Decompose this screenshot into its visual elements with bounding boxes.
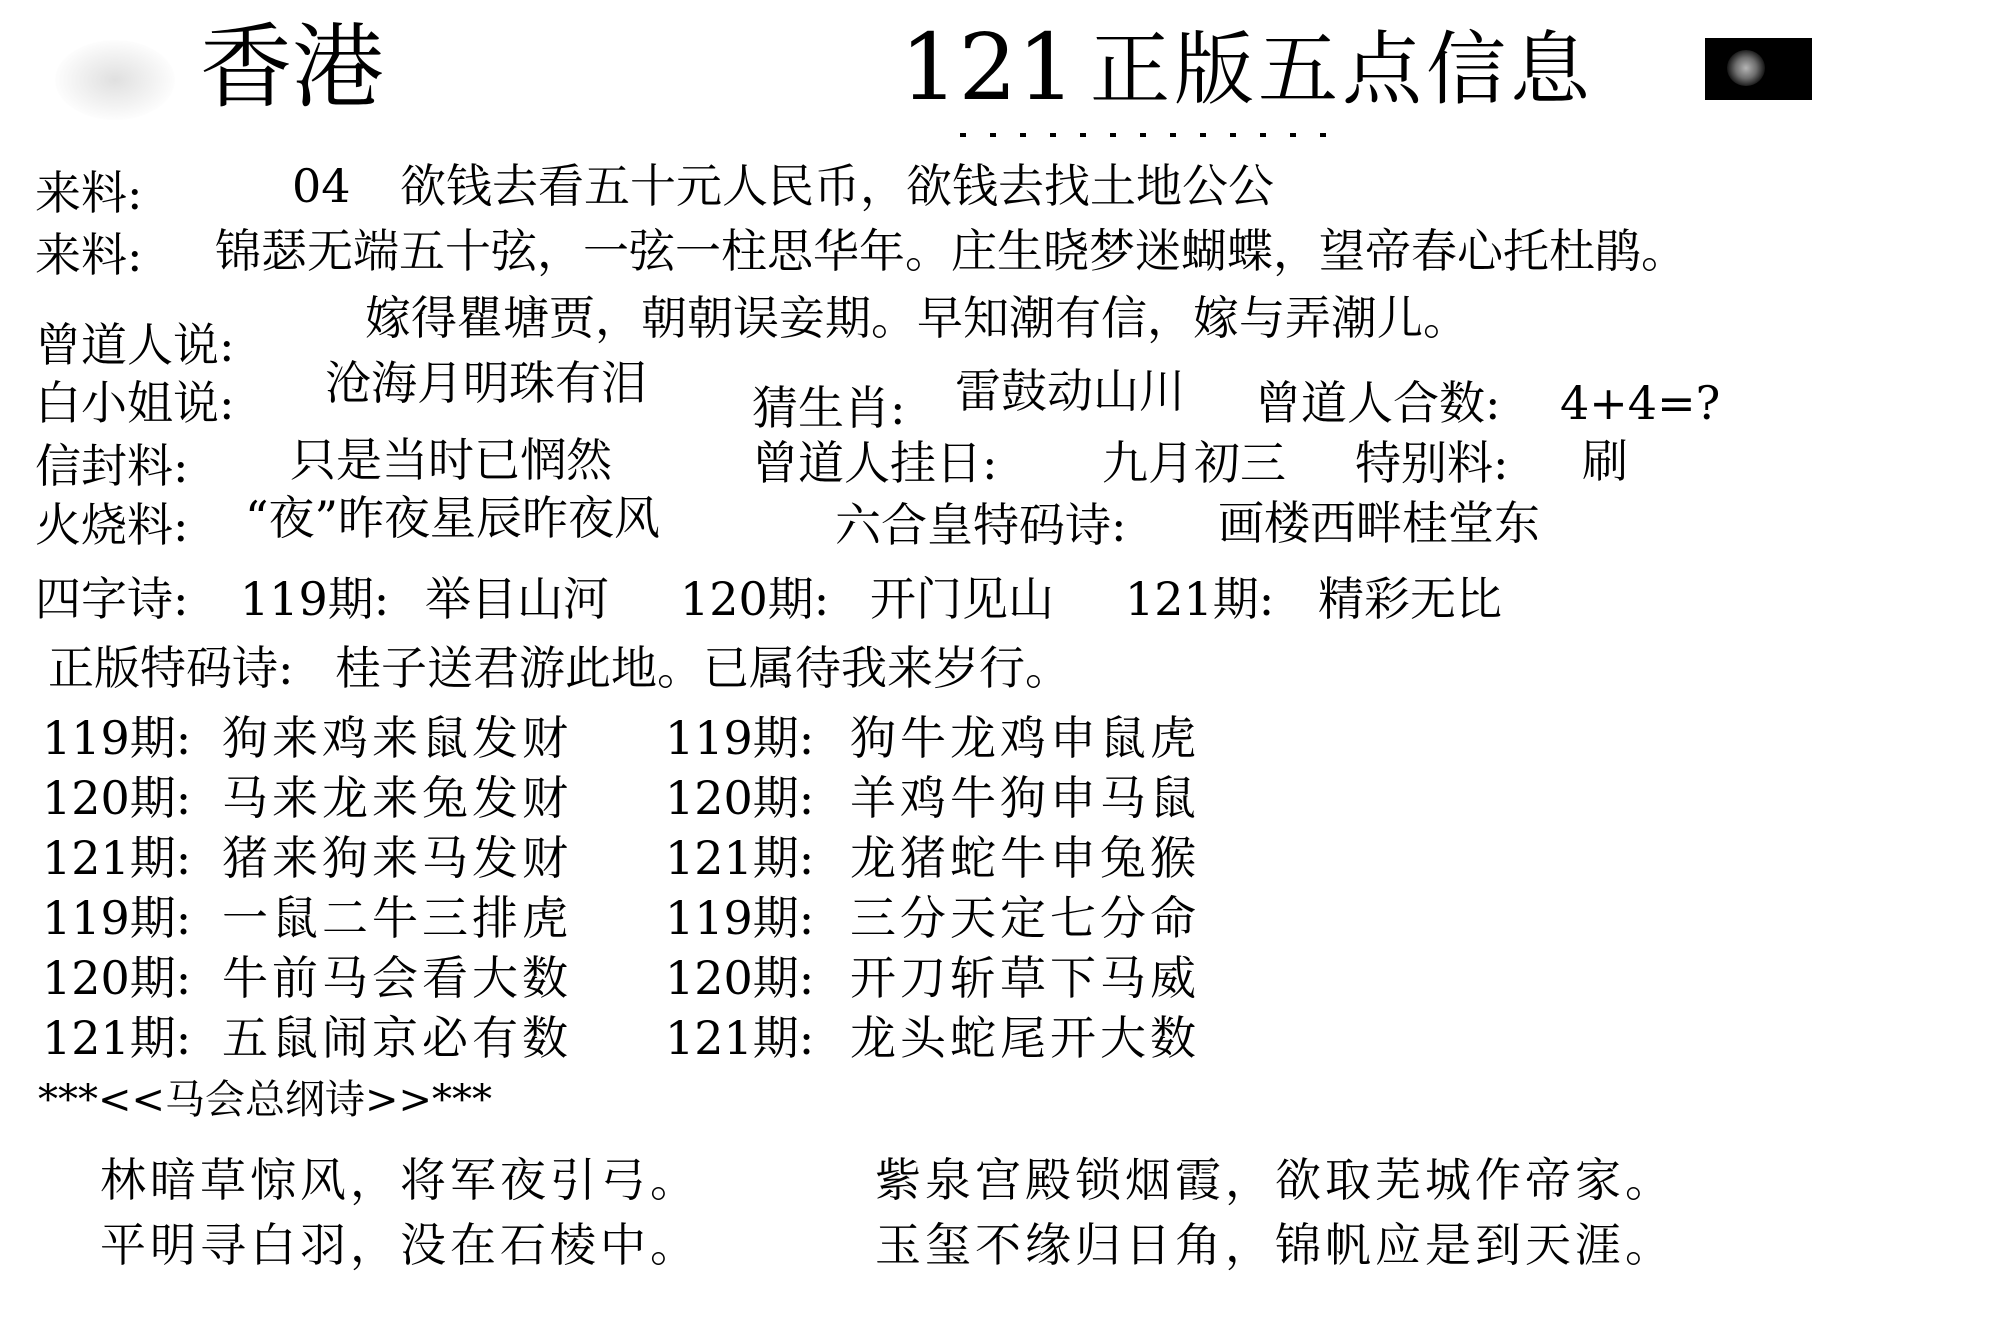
period-row-3-value-b: 龙猪蛇牛申兔猴 bbox=[850, 831, 1200, 885]
row6-label: 火烧料: bbox=[35, 498, 189, 552]
poem-line-2a: 平明寻白羽，没在石棱中。 bbox=[100, 1218, 700, 1272]
period-row-3-value-a: 猪来狗来马发财 bbox=[222, 831, 572, 885]
period-row-1-label-b: 119期: bbox=[665, 711, 815, 765]
row7-value3: 精彩无比 bbox=[1318, 572, 1502, 626]
period-row-5-label-a: 120期: bbox=[42, 951, 192, 1005]
period-row-1-value-b: 狗牛龙鸡申鼠虎 bbox=[850, 711, 1200, 765]
row1-text: 欲钱去看五十元人民币，欲钱去找土地公公 bbox=[400, 159, 1274, 213]
row6-text2: 画楼西畔桂堂东 bbox=[1218, 496, 1540, 550]
row3-text: 嫁得瞿塘贾，朝朝误妾期。早知潮有信，嫁与弄潮儿。 bbox=[365, 291, 1469, 345]
period-row-4-value-a: 一鼠二牛三排虎 bbox=[222, 891, 572, 945]
row4-label: 白小姐说: bbox=[35, 376, 235, 430]
poem-heading: ***<<马会总纲诗>>*** bbox=[38, 1077, 493, 1123]
row4-label3: 曾道人合数: bbox=[1255, 376, 1501, 430]
poem-line-1b: 紫泉宫殿锁烟霞，欲取芜城作帝家。 bbox=[875, 1153, 1675, 1207]
period-row-2-label-a: 120期: bbox=[42, 771, 192, 825]
row5-label: 信封料: bbox=[35, 439, 189, 493]
period-row-6-label-b: 121期: bbox=[665, 1011, 815, 1065]
header-issue: 121 bbox=[900, 14, 1076, 121]
row1-number: 04 bbox=[292, 159, 351, 213]
period-row-2-value-b: 羊鸡牛狗申马鼠 bbox=[850, 771, 1200, 825]
row5-text3: 刷 bbox=[1582, 434, 1628, 488]
period-row-1-value-a: 狗来鸡来鼠发财 bbox=[222, 711, 572, 765]
stamp-spot bbox=[1727, 50, 1765, 86]
period-row-4-value-b: 三分天定七分命 bbox=[850, 891, 1200, 945]
row6-label2: 六合皇特码诗: bbox=[835, 498, 1127, 552]
row5-text2: 九月初三 bbox=[1102, 436, 1286, 490]
row1-label: 来料: bbox=[35, 166, 143, 220]
header-place: 香港 bbox=[200, 14, 385, 121]
dotted-divider bbox=[960, 133, 1340, 137]
row7-period1: 119期: bbox=[240, 572, 390, 626]
period-row-5-value-a: 牛前马会看大数 bbox=[222, 951, 572, 1005]
period-row-5-value-b: 开刀斩草下马威 bbox=[850, 951, 1200, 1005]
row7-period2: 120期: bbox=[680, 572, 830, 626]
period-row-4-label-a: 119期: bbox=[42, 891, 192, 945]
row6-text: “夜”昨夜星辰昨夜风 bbox=[245, 491, 661, 545]
logo-image bbox=[55, 40, 175, 120]
row2-label: 来料: bbox=[35, 228, 143, 282]
period-row-4-label-b: 119期: bbox=[665, 891, 815, 945]
row2-text: 锦瑟无端五十弦，一弦一柱思华年。庄生晓梦迷蝴蝶，望帝春心托杜鹃。 bbox=[215, 224, 1687, 278]
row4-text2: 雷鼓动山川 bbox=[955, 364, 1185, 418]
period-row-3-label-b: 121期: bbox=[665, 831, 815, 885]
row4-text: 沧海月明珠有泪 bbox=[325, 356, 647, 410]
row7-period3: 121期: bbox=[1125, 572, 1275, 626]
row7-value2: 开门见山 bbox=[870, 572, 1054, 626]
period-row-1-label-a: 119期: bbox=[42, 711, 192, 765]
period-row-6-value-b: 龙头蛇尾开大数 bbox=[850, 1011, 1200, 1065]
poem-line-1a: 林暗草惊风，将军夜引弓。 bbox=[100, 1153, 700, 1207]
row8-text: 桂子送君游此地。已属待我来岁行。 bbox=[335, 641, 1071, 695]
period-row-6-value-a: 五鼠闹京必有数 bbox=[222, 1011, 572, 1065]
row8-label: 正版特码诗: bbox=[48, 641, 294, 695]
period-row-5-label-b: 120期: bbox=[665, 951, 815, 1005]
period-row-2-label-b: 120期: bbox=[665, 771, 815, 825]
row3-label: 曾道人说: bbox=[35, 318, 235, 372]
row4-text3: 4+4=? bbox=[1560, 376, 1721, 430]
stamp-image bbox=[1705, 38, 1812, 100]
row7-value1: 举目山河 bbox=[425, 572, 609, 626]
period-row-3-label-a: 121期: bbox=[42, 831, 192, 885]
row5-label2: 曾道人挂日: bbox=[752, 436, 998, 490]
period-row-6-label-a: 121期: bbox=[42, 1011, 192, 1065]
row5-label3: 特别料: bbox=[1355, 436, 1509, 490]
header-title: 正版五点信息 bbox=[1090, 23, 1594, 116]
row5-text: 只是当时已惘然 bbox=[290, 433, 612, 487]
row7-label: 四字诗: bbox=[35, 572, 189, 626]
period-row-2-value-a: 马来龙来兔发财 bbox=[222, 771, 572, 825]
poem-line-2b: 玉玺不缘归日角，锦帆应是到天涯。 bbox=[875, 1218, 1675, 1272]
row4-label2: 猜生肖: bbox=[752, 381, 906, 435]
